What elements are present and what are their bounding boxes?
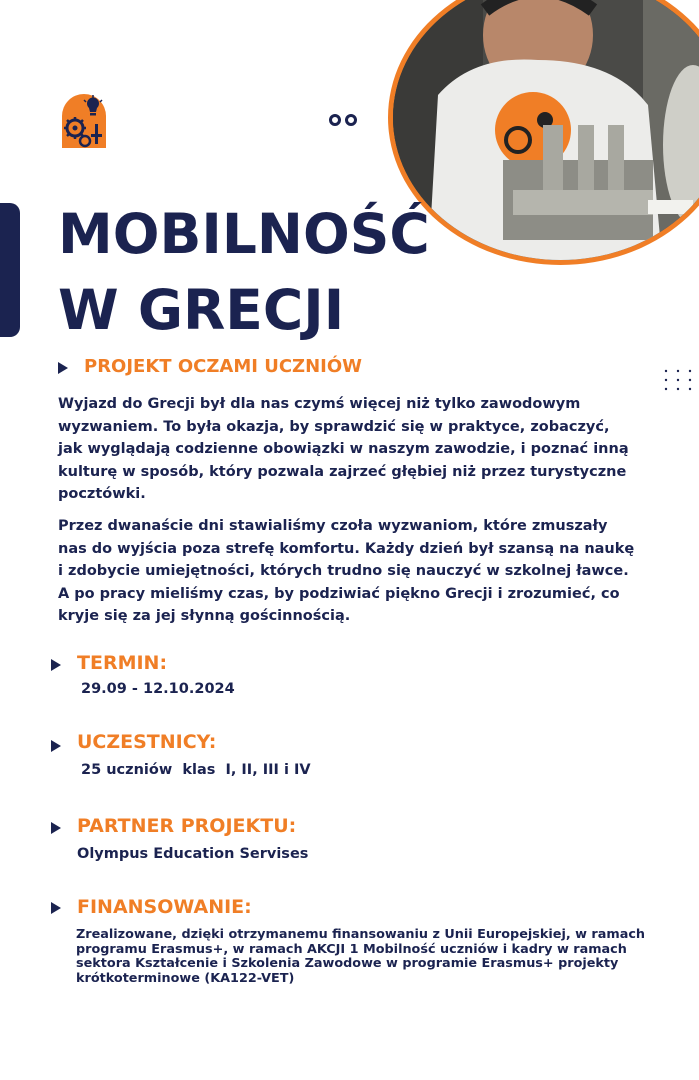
grid-dots-icon — [663, 368, 693, 392]
page-title — [58, 196, 430, 348]
title-line-1: MOBILNOŚĆ — [58, 202, 430, 266]
bullet-arrow-icon — [58, 362, 68, 374]
termin-label: TERMIN: — [77, 652, 168, 674]
paragraph-1: Wyjazd do Grecji był dla nas czymś więcej niż tylko zawodowym wyzwaniem. To była okazja, by sprawdzić się w praktyce, zobaczyć, jak wyglądają codzienne obowiązki w naszym zawodzie, i poznać inną kulturę w sposób, który pozwala zajrzeć głębiej niż przez turystyczne pocztówki. — [58, 396, 629, 502]
partner-value: Olympus Education Servises — [77, 846, 309, 862]
student-at-lathe-image — [393, 0, 699, 265]
partner-label: PARTNER PROJEKTU: — [77, 815, 297, 837]
bullet-arrow-icon — [51, 740, 61, 752]
termin-value: 29.09 - 12.10.2024 — [81, 681, 235, 697]
paragraph-2: Przez dwanaście dni stawialiśmy czoła wyzwaniom, które zmuszały nas do wyjścia poza strefę komfortu. Każdy dzień był szansą na naukę i zdobycie umiejętności, których trudno się nauczyć w szkolnej ławce. A po pracy mieliśmy czas, by podziwiać piękno Grecji i zrozumieć, co kryje się za jej słynną gościnnością. — [58, 518, 635, 624]
uczestnicy-value: 25 uczniów klas I, II, III i IV — [81, 762, 311, 778]
finansowanie-value: Zrealizowane, dzięki otrzymanemu finansowaniu z Unii Europejskiej, w ramach programu Erasmus+, w ramach AKCJI 1 Mobilność uczniów i kadry w ramach sektora Kształcenie i Szkolenia Zawodowe w programie Erasmus+ projekty krótkoterminowe (KA122-VET) — [76, 927, 646, 986]
section-heading: PROJEKT OCZAMI UCZNIÓW — [84, 356, 363, 377]
bullet-arrow-icon — [51, 659, 61, 671]
left-accent-bar — [0, 203, 20, 337]
gears-bulb-logo-icon — [62, 94, 106, 148]
bullet-arrow-icon — [51, 822, 61, 834]
dots-icon — [328, 113, 360, 127]
workshop-photo — [388, 0, 699, 265]
uczestnicy-label: UCZESTNICY: — [77, 731, 217, 753]
bullet-arrow-icon — [51, 902, 61, 914]
title-line-2: W GRECJI — [58, 278, 345, 342]
finansowanie-label: FINANSOWANIE: — [77, 896, 252, 918]
